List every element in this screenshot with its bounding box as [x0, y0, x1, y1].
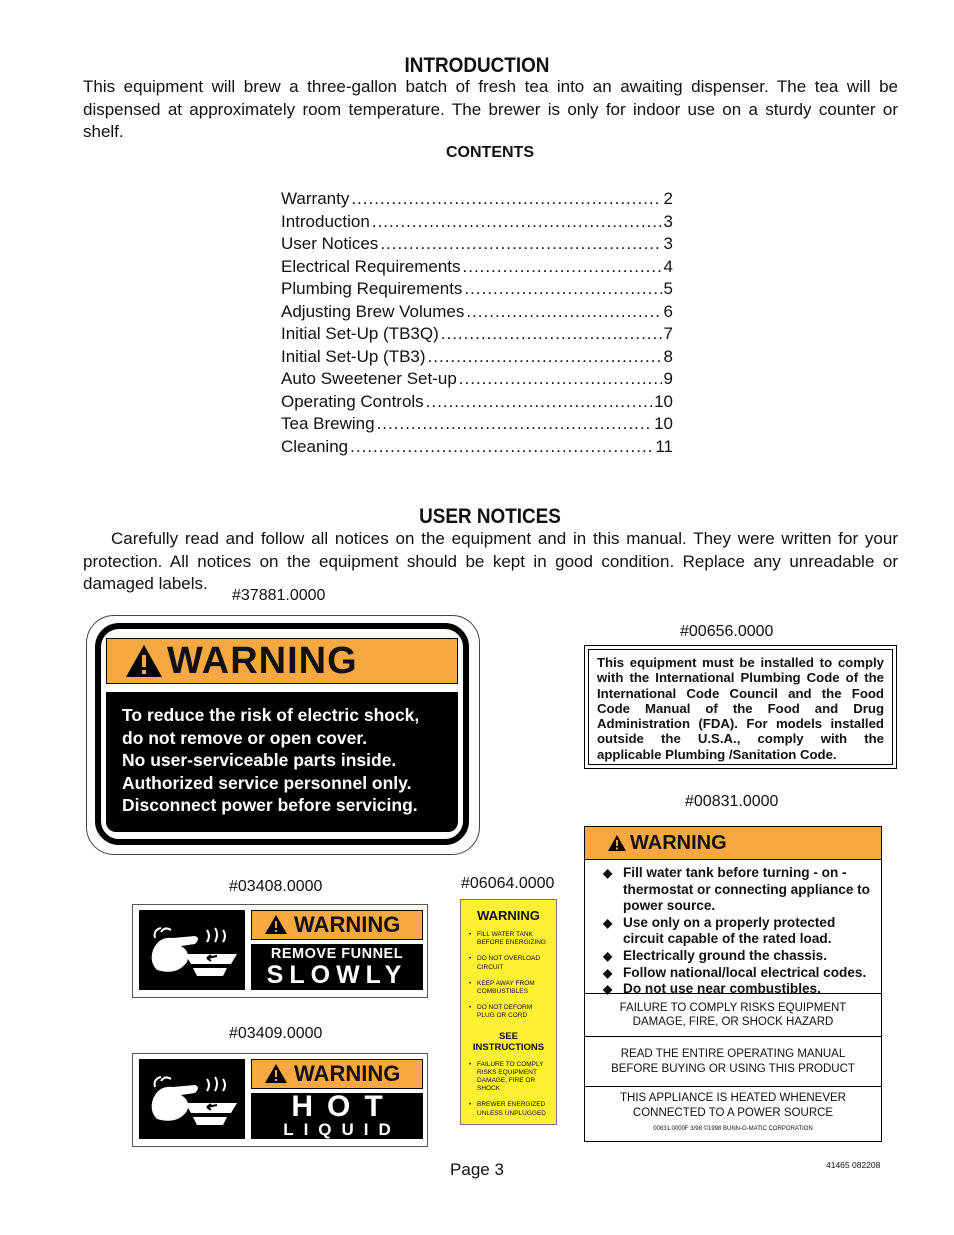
warning-triangle-icon [264, 1063, 288, 1084]
label-03409-line-2: LIQUID [283, 1120, 401, 1139]
toc-entry-page: 4 [663, 256, 673, 276]
label-00656 [584, 645, 897, 769]
label-00831-item [603, 865, 875, 915]
label-00831-item-text: Fill water tank before turning - on - thermostat or connecting appliance to power source. [623, 865, 870, 914]
label-06064-item [469, 1061, 548, 1094]
label-00831-section-2-line-2: BEFORE BUYING OR USING THIS PRODUCT [611, 1062, 855, 1075]
label-03409-line-1: HOT [291, 1090, 397, 1123]
label-00831-section-1-line-1: FAILURE TO COMPLY RISKS EQUIPMENT [619, 1001, 847, 1014]
toc-entry-page: 3 [663, 234, 673, 253]
intro-text: This equipment will brew a three-gallon batch of fresh tea into an awaiting dispenser. The tea will be dispensed at approximately room temperature. The brewer is only for indoor use on a sturdy counter or shelf. [83, 77, 898, 141]
toc-entry-label: Electrical Requirements [281, 256, 461, 276]
label-00831-list [585, 860, 881, 997]
label-37881-banner [106, 638, 458, 684]
label-00831-fine-print: 00831.0000F 3/98 ©1998 BUNN-O-MATIC CORPORATION [653, 1126, 813, 1133]
label-03408 [132, 904, 428, 998]
warning-triangle-icon [264, 914, 288, 935]
label-06064-item-text: BREWER ENERGIZED UNLESS UNPLUGGED [477, 1101, 546, 1117]
label-00831-section-1 [585, 994, 881, 1037]
toc-leader-dots [377, 413, 653, 436]
bullet-icon: • [469, 931, 472, 938]
toc-leader-dots [459, 368, 662, 391]
label-00831-item [603, 965, 875, 982]
label-00831-item-text: Electrically ground the chassis. [623, 947, 827, 963]
bullet-icon: • [469, 979, 472, 987]
toc-entry [281, 233, 673, 256]
label-06064-item-text: DO NOT OVERLOAD CIRCUIT [477, 955, 541, 971]
label-06064-item [469, 931, 548, 947]
diamond-bullet-icon: ◆ [603, 982, 613, 997]
toc-entry [281, 346, 673, 369]
label-06064-list-1 [469, 931, 548, 1021]
toc-entry [281, 211, 673, 234]
toc-entry-page: 6 [663, 301, 673, 321]
label-37881-message [106, 692, 458, 832]
label-00831-section-3-line-1: THIS APPLIANCE IS HEATED WHENEVER [619, 1092, 846, 1105]
toc-leader-dots [463, 256, 662, 279]
label-00831-item-text: Do not use near combustibles. [623, 981, 821, 997]
notices-text-1: Carefully read and follow all notices on the equipment and in this manual. They were written for your protection. [83, 529, 898, 571]
label-00831-item [603, 915, 875, 948]
toc-entry-label: Adjusting Brew Volumes [281, 301, 465, 321]
toc-leader-dots [372, 211, 662, 234]
label-00831 [584, 826, 882, 1142]
toc-entry [281, 436, 673, 459]
toc-entry-page: 10 [654, 414, 673, 433]
toc-entry [281, 323, 673, 346]
toc-entry-page: 3 [663, 211, 673, 231]
label-06064-title: WARNING [477, 908, 540, 923]
label-03409 [132, 1053, 428, 1147]
page-number: Page 3 [450, 1160, 504, 1179]
document-code: 41465 082208 [826, 1160, 881, 1170]
part-number-03409: #03409.0000 [229, 1025, 323, 1042]
label-00831-item [603, 948, 875, 965]
toc-entry-label: Initial Set-Up (TB3) [281, 346, 426, 366]
part-number-03408: #03408.0000 [229, 878, 323, 895]
label-03408-line-2: SLOWLY [266, 961, 408, 989]
label-00831-banner-text: WARNING [630, 831, 727, 854]
intro-heading: INTRODUCTION [404, 54, 550, 77]
notices-text [83, 528, 898, 596]
label-00831-item-text: Follow national/local electrical codes. [623, 964, 867, 980]
toc-leader-dots [466, 301, 661, 324]
toc-leader-dots [380, 233, 661, 256]
label-06064 [460, 899, 557, 1125]
label-37881-line: Disconnect power before servicing. [122, 795, 418, 815]
label-06064-item [469, 1004, 548, 1020]
label-03409-banner [251, 1059, 423, 1089]
label-00831-section-1-line-2: DAMAGE, FIRE, OR SHOCK HAZARD [632, 1016, 834, 1028]
toc-leader-dots [350, 436, 653, 459]
bullet-icon: • [469, 1060, 472, 1068]
notices-text-2: All notices on the equipment should be kept in good condition. Replace any unreadable or damaged labels. [83, 551, 898, 593]
warning-triangle-icon [125, 644, 163, 678]
label-06064-item-text: FAILURE TO COMPLY RISKS EQUIPMENT DAMAGE, FIRE OR SHOCK [477, 1060, 544, 1093]
label-37881-banner-text: WARNING [167, 639, 358, 682]
toc-entry-page: 10 [654, 391, 673, 411]
label-06064-item-text: FILL WATER TANK BEFORE ENERGIZING [477, 931, 546, 947]
diamond-bullet-icon: ◆ [603, 948, 613, 963]
diamond-bullet-icon: ◆ [603, 915, 613, 930]
label-37881-line: do not remove or open cover. [122, 727, 368, 748]
toc-entry [281, 278, 673, 301]
diamond-bullet-icon: ◆ [603, 866, 613, 880]
part-number-06064: #06064.0000 [461, 875, 555, 892]
toc-entry [281, 391, 673, 414]
toc-leader-dots [464, 278, 661, 301]
label-06064-item [469, 955, 548, 971]
label-37881-line: No user-serviceable parts inside. [122, 750, 397, 770]
label-06064-see-instructions: SEE INSTRUCTIONS [472, 1030, 545, 1053]
label-03409-message [251, 1090, 423, 1139]
label-00831-item-text: Use only on a properly protected circuit capable of the rated load. [623, 914, 836, 947]
notices-section [0, 505, 954, 529]
label-03408-banner [251, 910, 423, 940]
label-00831-section-2 [585, 1037, 881, 1087]
toc-entry-label: Auto Sweetener Set-up [281, 369, 457, 388]
hand-funnel-icon [139, 910, 245, 990]
toc-entry [281, 368, 673, 391]
toc-leader-dots [441, 323, 662, 346]
hand-funnel-icon [139, 1059, 245, 1139]
toc-entry-page: 5 [663, 279, 673, 298]
toc-entry-label: Plumbing Requirements [281, 279, 463, 298]
toc-entry-label: Cleaning [281, 436, 349, 456]
label-37881-line: Authorized service personnel only. [122, 772, 412, 793]
label-03409-banner-text: WARNING [294, 1061, 401, 1086]
label-00831-section-2-line-1: READ THE ENTIRE OPERATING MANUAL [620, 1048, 846, 1060]
label-06064-item [469, 1101, 548, 1117]
toc-leader-dots [351, 188, 661, 211]
toc-entry-page: 7 [663, 324, 673, 343]
toc-entry [281, 188, 673, 211]
diamond-bullet-icon: ◆ [603, 965, 613, 980]
toc-leader-dots [426, 391, 652, 414]
toc-entry-label: User Notices [281, 234, 379, 253]
part-number-00831: #00831.0000 [685, 793, 779, 810]
toc-entry-label: Tea Brewing [281, 414, 375, 433]
intro-section [0, 54, 954, 78]
label-03408-message [251, 944, 423, 990]
table-of-contents [281, 188, 673, 458]
toc-entry-label: Initial Set-Up (TB3Q) [281, 324, 439, 343]
toc-entry [281, 413, 673, 436]
notices-heading: USER NOTICES [419, 505, 561, 528]
part-number-00656: #00656.0000 [680, 623, 774, 640]
warning-triangle-icon [607, 834, 627, 852]
toc-entry-label: Introduction [281, 211, 370, 231]
label-00831-banner [585, 827, 881, 860]
label-03408-line-1: REMOVE FUNNEL [270, 946, 404, 962]
label-37881-line: To reduce the risk of electric shock, [122, 705, 420, 725]
toc-entry-page: 8 [663, 346, 673, 366]
part-number-37881: #37881.0000 [232, 587, 326, 604]
toc-leader-dots [428, 346, 662, 369]
toc-entry-page: 9 [663, 369, 673, 388]
toc-entry-label: Operating Controls [281, 391, 424, 411]
contents-heading: CONTENTS [446, 144, 534, 161]
label-00831-section-3 [585, 1087, 881, 1141]
toc-entry-label: Warranty [281, 189, 350, 208]
label-06064-item-text: KEEP AWAY FROM COMBUSTIBLES [477, 979, 535, 996]
label-06064-item [469, 980, 548, 996]
label-06064-item-text: DO NOT DEFORM PLUG OR CORD [477, 1004, 533, 1020]
bullet-icon: • [469, 1101, 472, 1109]
label-00656-text: This equipment must be installed to comply with the International Plumbing Code of the International Code Council and the Food Code Manual of the Food and Drug Administration (FDA). For models installed outside the U.S.A., comply with the applicable Plumbing /Sanitation Code. [588, 649, 893, 765]
label-06064-list-2 [469, 1061, 548, 1118]
toc-entry [281, 256, 673, 279]
toc-entry-page: 11 [655, 436, 673, 456]
toc-entry [281, 301, 673, 324]
bullet-icon: • [469, 955, 472, 963]
label-00831-section-3-line-2: CONNECTED TO A POWER SOURCE [632, 1106, 834, 1119]
label-03408-banner-text: WARNING [294, 912, 401, 937]
bullet-icon: • [469, 1004, 472, 1012]
toc-entry-page: 2 [663, 189, 673, 208]
